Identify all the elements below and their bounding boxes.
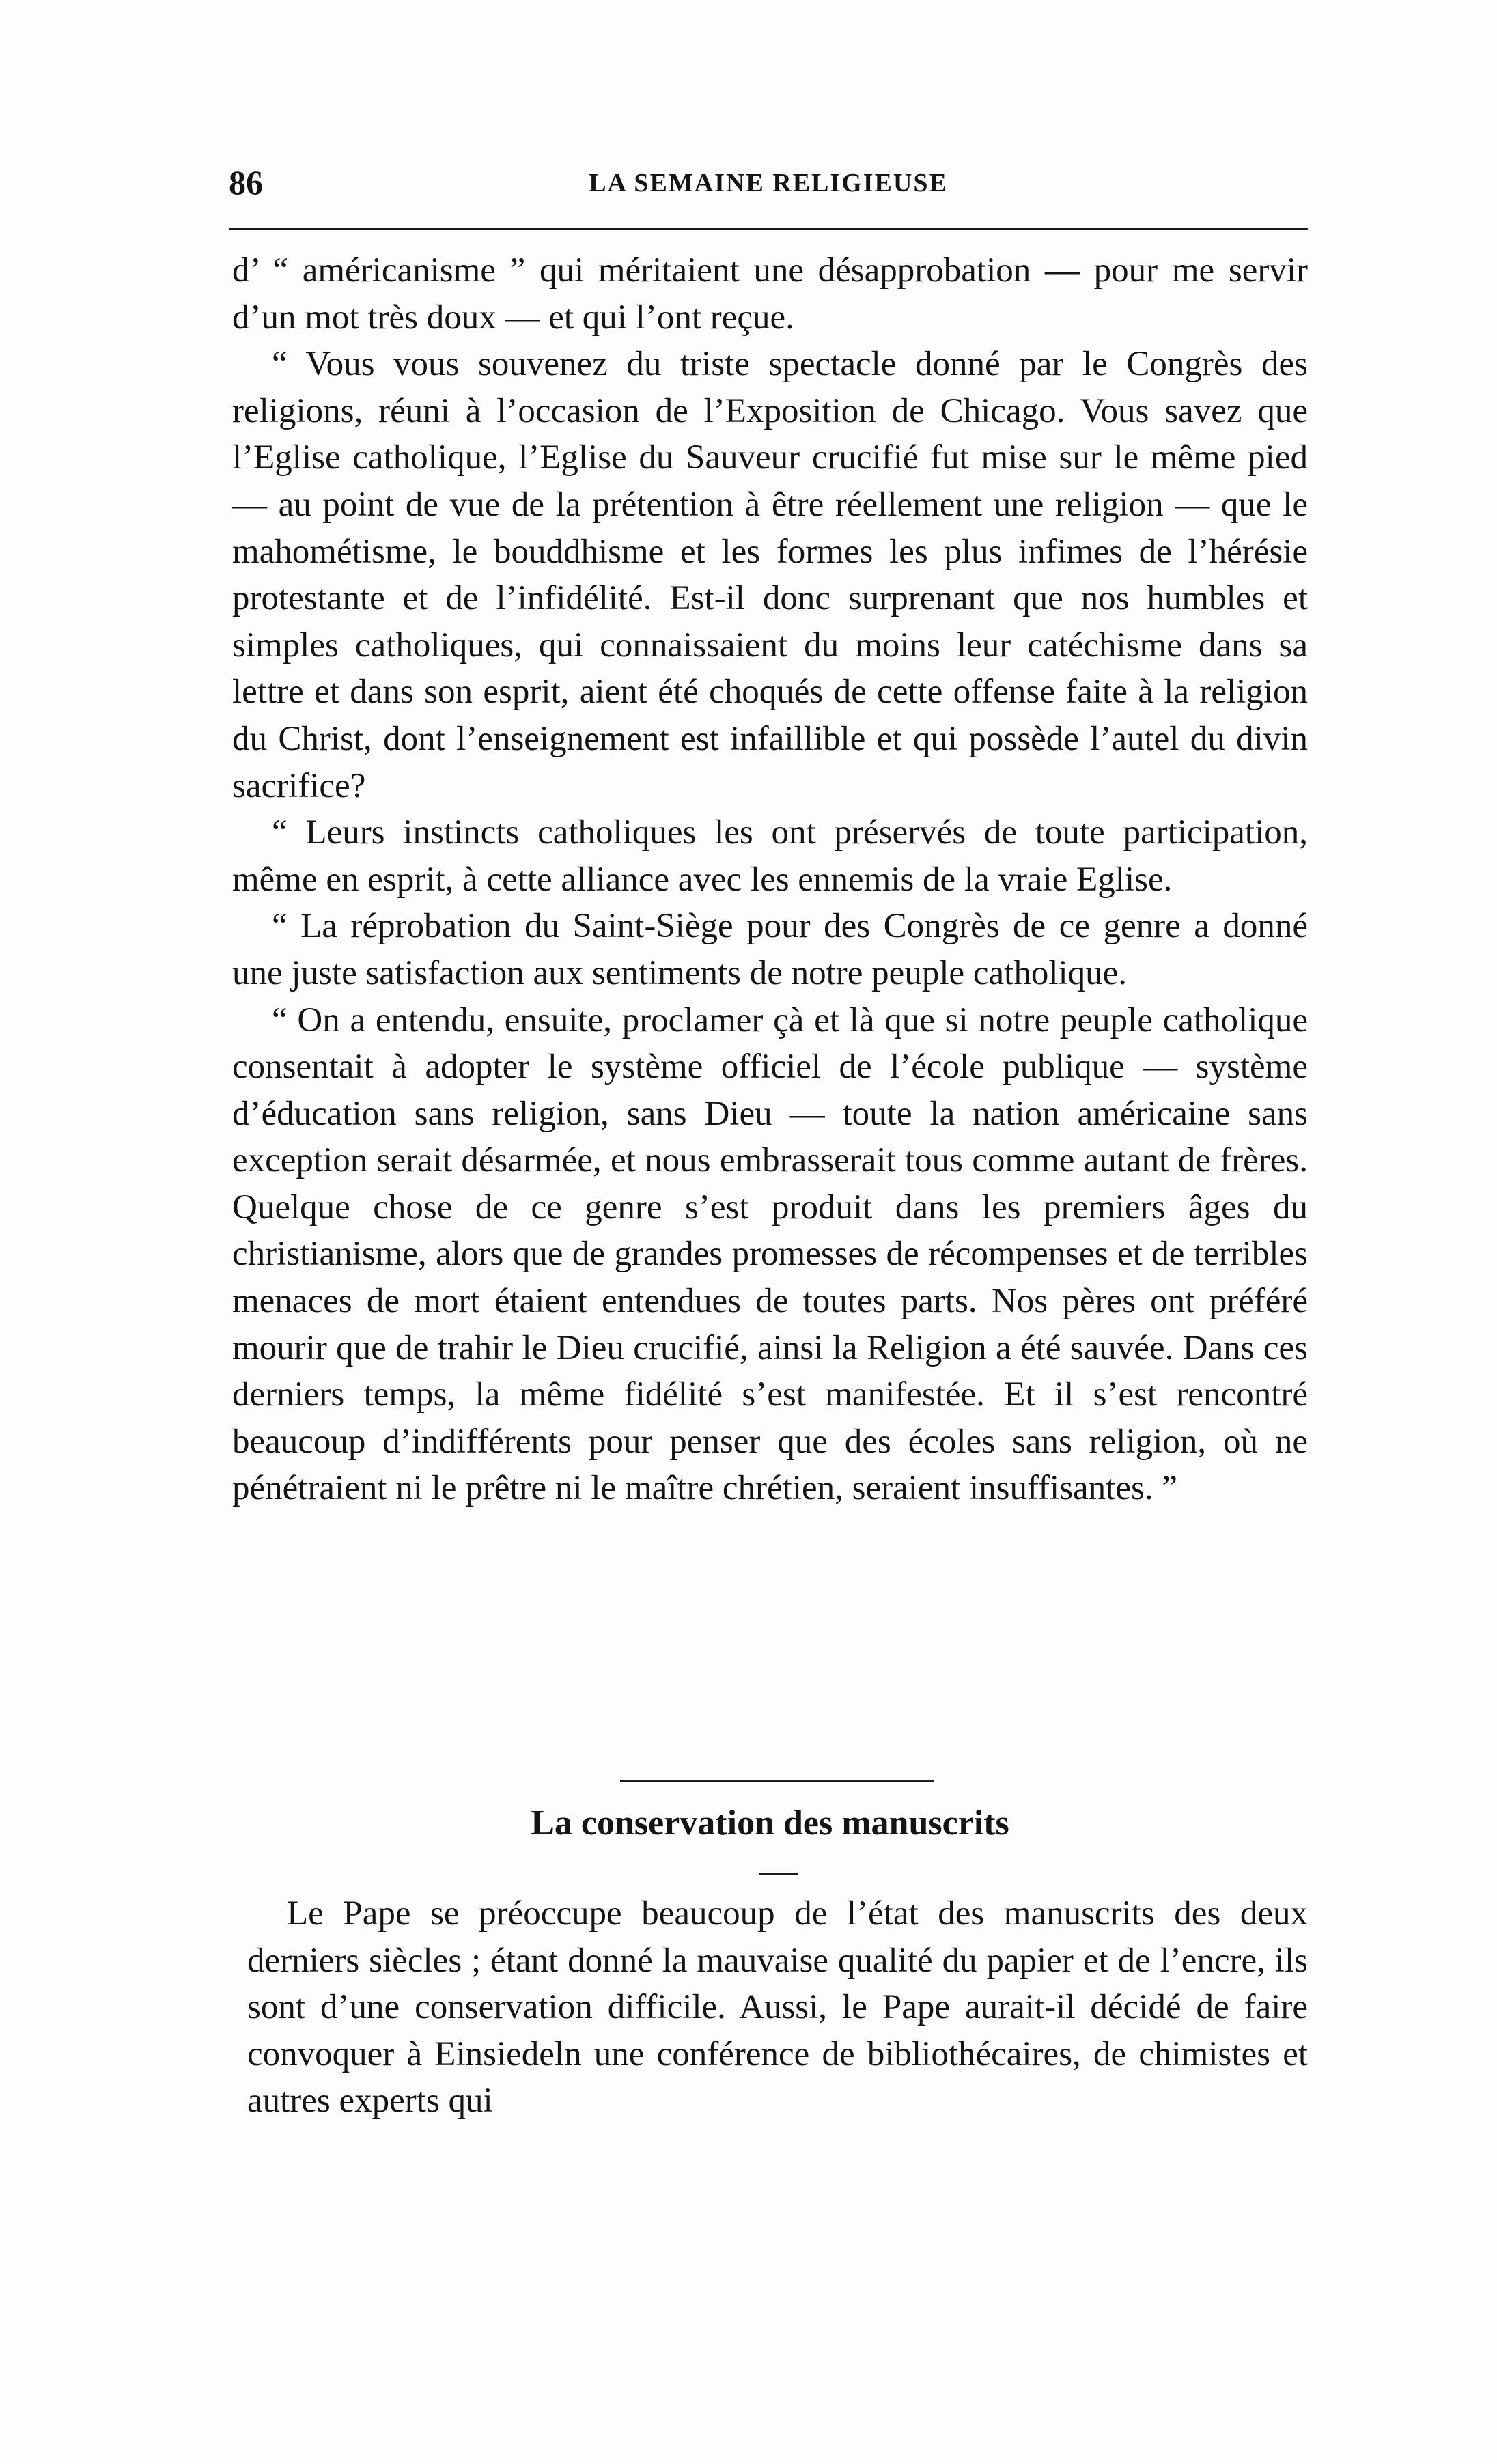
running-head bbox=[229, 158, 1308, 213]
section-title: La conservation des manuscrits bbox=[531, 1804, 1009, 1843]
body-text bbox=[232, 247, 1308, 1512]
paragraph-continuation: d’ “ américanisme ” qui méritaient une désapprobation — pour me servir d’un mot très doux — et qui l’ont reçue. bbox=[232, 251, 1308, 337]
paragraph-reprobation: “ La réprobation du Saint-Siège pour des Congrès de ce genre a donné une juste satisfaction aux sentiments de notre peuple catholique. bbox=[232, 907, 1308, 992]
paragraph-congress: “ Vous vous souvenez du triste spectacle donné par le Congrès des religions, réuni à l’occasion de l’Exposition de Chicago. Vous savez que l’Eglise catholique, l’Eglise du Sauveur crucifié fut mise sur le même pied — au point de vue de la prétention à être réellement une religion — que le mahométisme, le bouddhisme et les formes les plus infimes de l’hérésie protestante et de l’infidélité. Est-il donc surprenant que nos humbles et simples catholiques, qui connaissaient du moins leur catéchisme dans sa lettre et dans son esprit, aient été choqués de cette offense faite à la religion du Christ, dont l’enseignement est infaillible et qui possède l’autel du divin sacrifice? bbox=[232, 345, 1308, 805]
header-rule bbox=[229, 228, 1308, 230]
paragraph-public-school: “ On a entendu, ensuite, proclamer çà et là que si notre peuple catholique consentait à adopter le système officiel de l’école publique — système d’éducation sans religion, sans Dieu — toute la nation américaine sans exception serait désarmée, et nous embrasserait tous comme autant de frères. Quelque chose de ce genre s’est produit dans les premiers âges du christianisme, alors que de grandes promesses de récompenses et de terribles menaces de mort étaient entendues de toutes parts. Nos pères ont préféré mourir que de trahir le Dieu crucifié, ainsi la Religion a été sauvée. Dans ces derniers temps, la même fidélité s’est manifestée. Et il s’est rencontré beaucoup d’indifférents pour penser que des écoles sans religion, où ne pénétraient ni le prêtre ni le maître chrétien, seraient insuffisantes. ” bbox=[232, 1000, 1308, 1508]
running-title: LA SEMAINE RELIGIEUSE bbox=[589, 169, 948, 197]
paragraph-manuscripts: Le Pape se préoccupe beaucoup de l’état des manuscrits des deux derniers siècles ; étant donné la mauvaise qualité du papier et de l’encre, ils sont d’une conservation difficile. Aussi, le Pape aurait-il décidé de faire convoquer à Einsiedeln une conférence de bibliothécaires, de chimistes et autres experts qui bbox=[247, 1894, 1308, 2120]
page-number: 86 bbox=[229, 163, 263, 201]
title-underline bbox=[759, 1873, 798, 1875]
section-text bbox=[247, 1890, 1308, 2125]
paragraph-instincts: “ Leurs instincts catholiques les ont préservés de toute participation, même en esprit, à cette alliance avec les ennemis de la vraie Eglise. bbox=[232, 813, 1308, 899]
section-divider bbox=[620, 1780, 934, 1782]
